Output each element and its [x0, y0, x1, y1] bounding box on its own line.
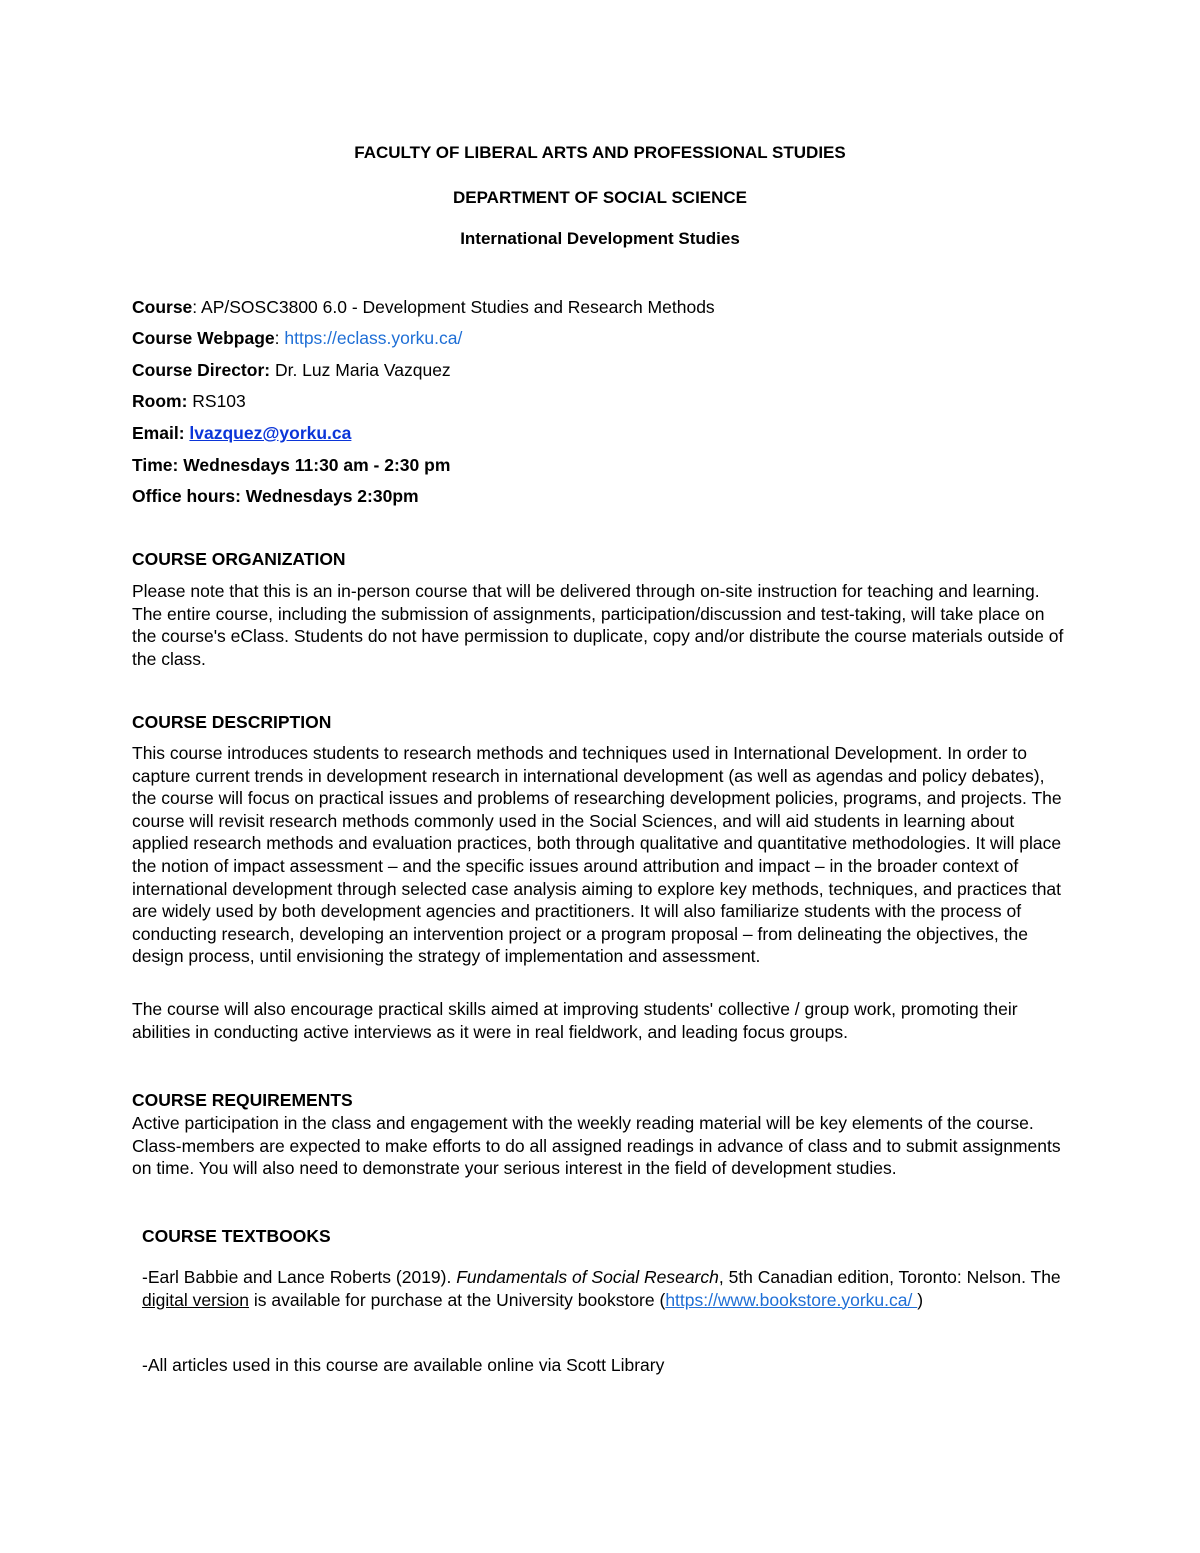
- course-requirements-title: COURSE REQUIREMENTS: [132, 1090, 353, 1110]
- textbook-title: Fundamentals of Social Research: [456, 1267, 719, 1287]
- course-webpage-label: Course Webpage: [132, 328, 275, 348]
- email-line: [132, 422, 351, 444]
- program-heading: International Development Studies: [460, 229, 740, 248]
- course-textbooks-title: COURSE TEXTBOOKS: [142, 1226, 331, 1246]
- time-line: Time: Wednesdays 11:30 am - 2:30 pm: [132, 455, 451, 475]
- department-heading: DEPARTMENT OF SOCIAL SCIENCE: [452, 188, 748, 207]
- course-value: : AP/SOSC3800 6.0 - Development Studies and Research Methods: [192, 297, 715, 317]
- room-line: [132, 390, 246, 412]
- course-webpage-line: [132, 327, 462, 349]
- course-description-title: COURSE DESCRIPTION: [132, 712, 332, 732]
- room-value: RS103: [187, 391, 246, 411]
- email-link[interactable]: lvazquez@yorku.ca: [189, 423, 352, 443]
- course-description-body-1: This course introduces students to research methods and techniques used in International Development. In order to capture current trends in development research in international development (as well as agendas and policy debates), the course will focus on practical issues and problems of researching development policies, programs, and projects. The course will revisit research methods commonly used in the Social Sciences, and will aid students in learning about applied research methods and evaluation practices, both through qualitative and quantitative methodologies. It will place the notion of impact assessment – and the specific issues around attribution and impact – in the broader context of international development through selected case analysis aiming to explore key methods, techniques, and practices that are widely used by both development agencies and practitioners. It will also familiarize students with the process of conducting research, developing an intervention project or a program proposal – from delineating the objectives, the design process, until envisioning the strategy of implementation and assessment.: [132, 743, 1062, 967]
- course-organization-body: Please note that this is an in-person course that will be delivered through on-site instruction for teaching and learning. The entire course, including the submission of assignments, participation/discussion and test-taking, will take place on the course's eClass. Students do not have permission to duplicate, copy and/or distribute the course materials outside of the class.: [132, 581, 1064, 669]
- textbook-item-1-prefix: -Earl Babbie and Lance Roberts (2019).: [142, 1267, 457, 1287]
- course-organization-title: COURSE ORGANIZATION: [132, 549, 346, 569]
- course-line: [132, 296, 715, 318]
- course-label: Course: [132, 297, 193, 317]
- course-director-label: Course Director:: [132, 360, 271, 380]
- course-director-value: Dr. Luz Maria Vazquez: [270, 360, 451, 380]
- course-webpage-separator: :: [274, 328, 285, 348]
- bookstore-link[interactable]: https://www.bookstore.yorku.ca/: [665, 1289, 918, 1310]
- textbook-item-1-mid: , 5th Canadian edition, Toronto: Nelson. The: [718, 1267, 1061, 1287]
- email-label: Email:: [132, 423, 190, 443]
- course-description-body-2: The course will also encourage practical skills aimed at improving students' collective / group work, promoting their abilities in conducting active interviews as it were in real fieldwork, and leading focus groups.: [132, 999, 1018, 1042]
- digital-version-text: digital version: [142, 1289, 249, 1310]
- office-hours-line: Office hours: Wednesdays 2:30pm: [132, 486, 419, 506]
- textbook-item-1-close: ): [917, 1289, 924, 1310]
- textbook-item-1: [142, 1266, 1072, 1311]
- textbook-item-1-after: is available for purchase at the University bookstore (: [249, 1289, 666, 1310]
- course-webpage-link[interactable]: https://eclass.yorku.ca/: [284, 328, 463, 348]
- course-requirements-body: Active participation in the class and engagement with the weekly reading material will be key elements of the course. Class-members are expected to make efforts to do all assigned readings in advance of class and to submit assignments on time. You will also need to demonstrate your serious interest in the field of development studies.: [132, 1113, 1061, 1179]
- room-label: Room:: [132, 391, 188, 411]
- textbook-item-2: -All articles used in this course are available online via Scott Library: [142, 1355, 665, 1375]
- course-director-line: [132, 359, 451, 381]
- faculty-heading: FACULTY OF LIBERAL ARTS AND PROFESSIONAL STUDIES: [354, 143, 846, 162]
